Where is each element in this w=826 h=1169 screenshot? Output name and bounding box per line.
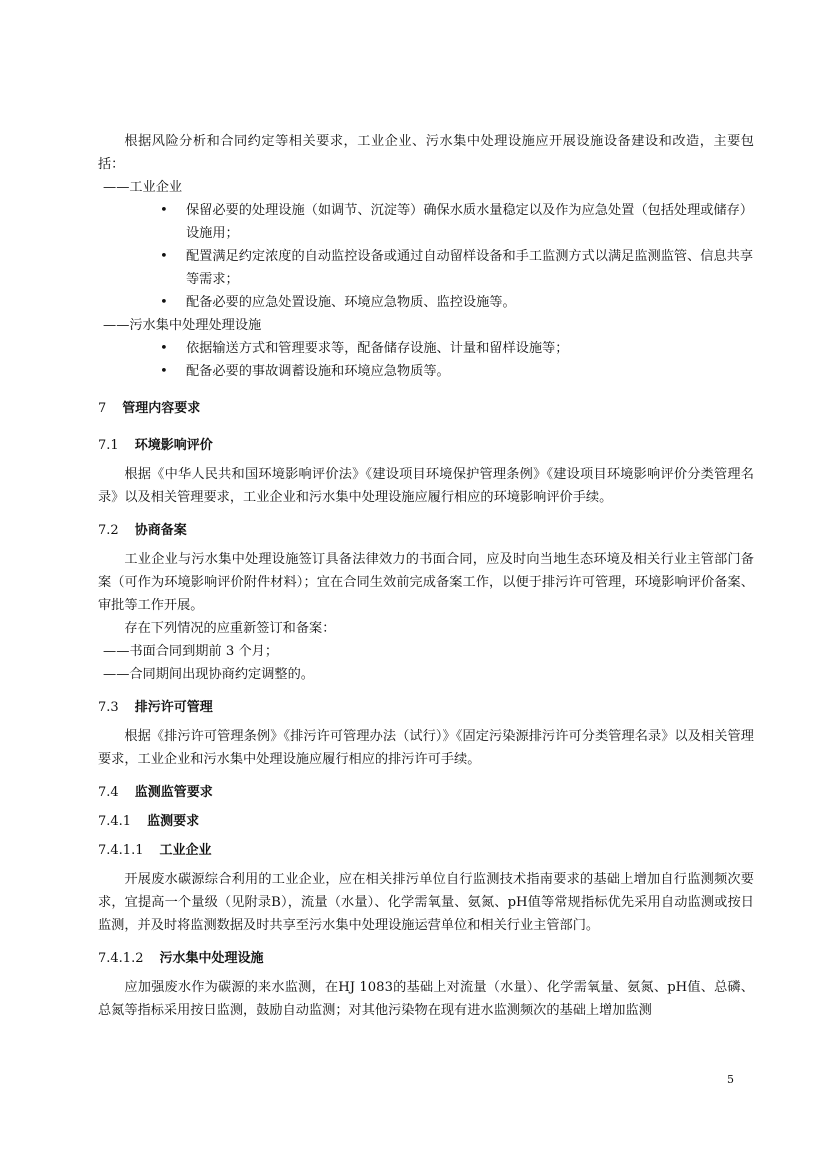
bullet-icon: •	[160, 249, 168, 264]
sewage-heading: ——污水集中处理处理设施	[103, 318, 262, 333]
section-heading-7-4: 7.4 监测监管要求	[98, 785, 213, 800]
industrial-heading: ——工业企业	[103, 180, 183, 195]
section-heading-7-1: 7.1 环境影响评价	[98, 438, 213, 453]
bullet-icon: •	[160, 364, 168, 379]
section-heading-7-4-1: 7.4.1 监测要求	[98, 814, 200, 829]
bullet-item: • 配备必要的应急处置设施、环境应急物质、监控设施等。	[98, 291, 754, 314]
section-7-2-body: 工业企业与污水集中处理设施签订具备法律效力的书面合同，应及时向当地生态环境及相关行业主管部门备案（可作为环境影响评价附件材料）；宜在合同生效前完成备案工作，以便于排污许可管理，环境影响评价备案、审批等工作开展。	[98, 552, 754, 613]
section-7-1-body: 根据《中华人民共和国环境影响评价法》《建设项目环境保护管理条例》《建设项目环境影响评价分类管理名录》以及相关管理要求，工业企业和污水集中处理设施应履行相应的环境影响评价手续。	[98, 467, 754, 505]
section-heading-7-3: 7.3 排污许可管理	[98, 700, 213, 715]
bullet-item: • 配置满足约定浓度的自动监控设备或通过自动留样设备和手工监测方式以满足监测监管、信息共享等需求；	[98, 245, 754, 291]
section-7-2-body2: 存在下列情况的应重新签订和备案：	[124, 621, 336, 636]
page-number: 5	[727, 1073, 734, 1086]
section-7-3-body: 根据《排污许可管理条例》《排污许可管理办法（试行）》《固定污染源排污许可分类管理名录》以及相关管理要求，工业企业和污水集中处理设施应履行相应的排污许可手续。	[98, 729, 754, 767]
bullet-icon: •	[160, 341, 168, 356]
section-heading-7-4-1-2: 7.4.1.2 污水集中处理设施	[98, 951, 264, 966]
section-heading-7-4-1-1: 7.4.1.1 工业企业	[98, 843, 212, 858]
dash-item: ——合同期间出现协商约定调整的。	[103, 667, 314, 682]
bullet-item: • 依据输送方式和管理要求等，配备储存设施、计量和留样设施等；	[98, 337, 754, 360]
document-body	[98, 130, 754, 1022]
dash-item: ——书面合同到期前 3 个月；	[103, 644, 279, 659]
section-7-4-1-1-body: 开展废水碳源综合利用的工业企业，应在相关排污单位自行监测技术指南要求的基础上增加自行监测频次要求，宜提高一个量级（见附录B），流量（水量）、化学需氧量、氨氮、pH值等常规指标优先采用自动监测或按日监测，并及时将监测数据及时共享至污水集中处理设施运营单位和相关行业主管部门。	[98, 872, 754, 933]
section-7-4-1-2-body: 应加强废水作为碳源的来水监测，在HJ 1083的基础上对流量（水量）、化学需氧量、氨氮、pH值、总磷、总氮等指标采用按日监测，鼓励自动监测；对其他污染物在现有进水监测频次的基础上增加监测	[98, 980, 754, 1018]
section-heading-7-2: 7.2 协商备案	[98, 523, 187, 538]
bullet-icon: •	[160, 203, 168, 218]
section-heading-7: 7 管理内容要求	[98, 401, 201, 416]
bullet-icon: •	[160, 295, 168, 310]
bullet-item: • 配备必要的事故调蓄设施和环境应急物质等。	[98, 360, 754, 383]
bullet-item: • 保留必要的处理设施（如调节、沉淀等）确保水质水量稳定以及作为应急处置（包括处理或储存）设施用；	[98, 199, 754, 245]
intro-paragraph: 根据风险分析和合同约定等相关要求，工业企业、污水集中处理设施应开展设施设备建设和改造，主要包括：	[98, 134, 754, 172]
